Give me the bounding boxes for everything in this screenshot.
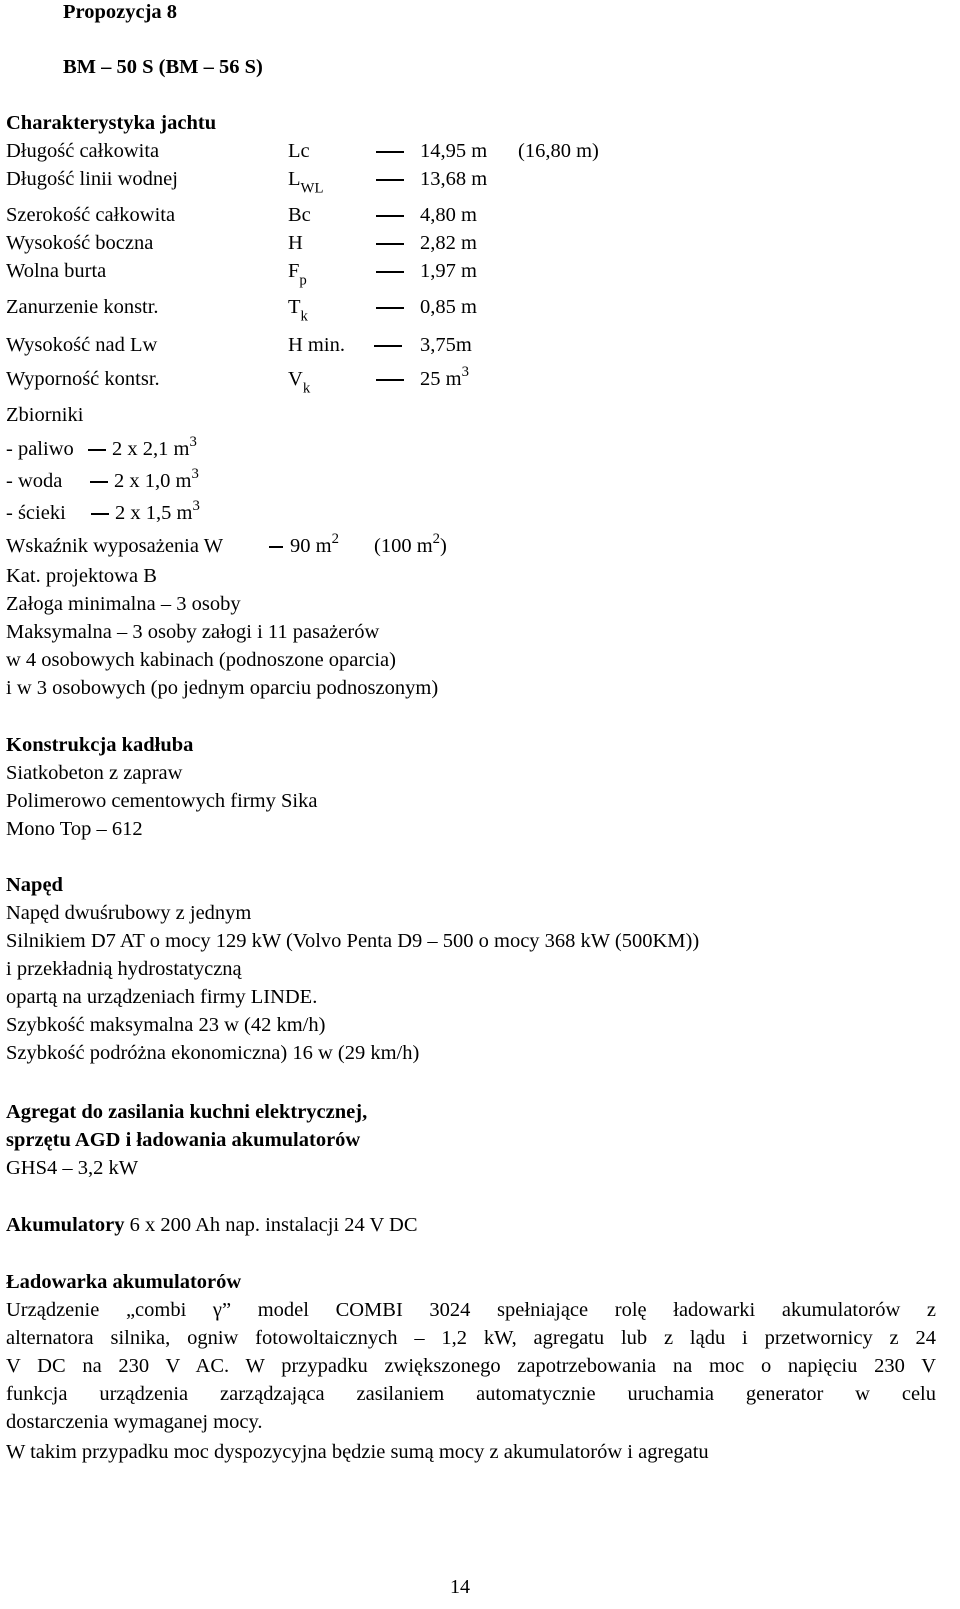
text-line: Kat. projektowa B	[6, 565, 157, 587]
dash	[376, 179, 404, 181]
generator-title-1: Agregat do zasilania kuchni elektrycznej,	[6, 1101, 368, 1123]
tank-row	[6, 467, 406, 495]
dash	[376, 151, 404, 153]
dash	[269, 546, 283, 548]
dash	[376, 379, 404, 381]
spec-row	[6, 364, 936, 397]
spec-value-main: 4,80 m	[420, 204, 477, 226]
spec-row	[6, 293, 936, 325]
spec-value	[420, 257, 477, 285]
tank-value: 2 x 1,5 $m^3$	[115, 498, 200, 524]
generator-value: GHS4 – 3,2 kW	[6, 1157, 139, 1179]
spec-symbol	[288, 229, 303, 257]
tanks-label: Zbiorniki	[6, 404, 84, 426]
spec-title: Charakterystyka jachtu	[6, 112, 217, 134]
dash	[376, 243, 404, 245]
dash	[376, 307, 404, 309]
spec-value-main: 25 m	[420, 368, 462, 390]
dash	[376, 271, 404, 273]
text-line: i w 3 osobowych (po jednym oparciu podnoszonym)	[6, 677, 439, 699]
paragraph-line: Urządzenie „combi γ” model COMBI 3024 spełniające rolę ładowarki akumulatorów z	[6, 1299, 936, 1321]
spec-symbol-main: H min.	[288, 334, 345, 356]
spec-value	[420, 165, 487, 193]
spec-symbol	[288, 137, 310, 165]
spec-symbol-sub: k	[300, 308, 308, 325]
spec-symbol	[288, 365, 311, 397]
paragraph-line: dostarczenia wymaganej mocy.	[6, 1411, 263, 1433]
spec-row	[6, 137, 936, 165]
text-line: Szybkość podróżna ekonomiczna) 16 w (29 km/h)	[6, 1042, 420, 1064]
spec-symbol-sub: WL	[300, 180, 324, 197]
spec-value	[420, 137, 487, 165]
spec-symbol-main: Bc	[288, 204, 311, 226]
tank-value: 2 x 1,0 $m^3$	[114, 466, 199, 492]
tank-name: - ścieki	[6, 502, 66, 524]
spec-value	[420, 229, 477, 257]
spec-symbol-sub: p	[299, 272, 307, 289]
spec-row	[6, 257, 936, 289]
equipment-row	[6, 532, 936, 560]
spec-symbol-main: L	[288, 168, 301, 190]
tank-name: - woda	[6, 470, 63, 492]
battery-line: Akumulatory 6 x 200 Ah nap. instalacji 24 V DC	[6, 1214, 418, 1236]
spec-value-main: 2,82 m	[420, 232, 477, 254]
tank-row	[6, 499, 406, 527]
text-line: opartą na urządzeniach firmy LINDE.	[6, 986, 318, 1008]
spec-symbol-sub: k	[302, 380, 311, 397]
spec-extra: (16,80 m)	[518, 140, 599, 162]
charger-title: Ładowarka akumulatorów	[6, 1271, 242, 1293]
hull-title: Konstrukcja kadłuba	[6, 734, 194, 756]
spec-symbol-main: H	[288, 232, 303, 254]
spec-value-main: 0,85 m	[420, 296, 477, 318]
spec-value	[420, 331, 472, 359]
tank-value-main: 2 x 1,5 m	[115, 502, 193, 524]
spec-symbol	[288, 293, 308, 325]
dash	[88, 449, 106, 451]
page-number: 14	[450, 1576, 470, 1598]
spec-symbol-main: Lc	[288, 140, 310, 162]
spec-row	[6, 165, 936, 197]
spec-value	[420, 293, 477, 321]
tank-value-main: 2 x 1,0 m	[114, 470, 192, 492]
text-line: Polimerowo cementowych firmy Sika	[6, 790, 318, 812]
spec-label: Zanurzenie konstr.	[6, 296, 159, 318]
proposal-heading: Propozycja 8	[63, 1, 178, 23]
spec-symbol-main: T	[288, 296, 301, 318]
dash	[374, 345, 402, 347]
tank-value: 2 x 2,1 $m^3$	[112, 434, 197, 460]
text-line: Napęd dwuśrubowy z jednym	[6, 902, 252, 924]
text-line: Szybkość maksymalna 23 w (42 km/h)	[6, 1014, 326, 1036]
equipment-value: 90 $m^2$	[290, 531, 339, 557]
spec-row	[6, 229, 936, 257]
charger-last-line: W takim przypadku moc dyspozycyjna będzie sumą mocy z akumulatorów i agregatu	[6, 1441, 709, 1463]
text-line: Załoga minimalna – 3 osoby	[6, 593, 241, 615]
spec-symbol-main: F	[288, 260, 300, 282]
tank-name: - paliwo	[6, 438, 74, 460]
spec-row	[6, 331, 936, 359]
spec-label: Szerokość całkowita	[6, 204, 176, 226]
spec-value-main: 13,68 m	[420, 168, 488, 190]
spec-label: Wyporność kontsr.	[6, 368, 160, 390]
text-line: Maksymalna – 3 osoby załogi i 11 pasażerów	[6, 621, 380, 643]
spec-symbol	[288, 331, 345, 359]
charger-paragraph	[6, 1296, 936, 1436]
spec-symbol	[288, 165, 324, 197]
generator-title-2: sprzętu AGD i ładowania akumulatorów	[6, 1129, 361, 1151]
spec-value-main: 1,97 m	[420, 260, 477, 282]
spec-label: Długość linii wodnej	[6, 168, 178, 190]
model-name: BM – 50 S (BM – 56 S)	[63, 56, 263, 78]
spec-label: Długość całkowita	[6, 140, 160, 162]
drive-title: Napęd	[6, 874, 63, 896]
dash	[90, 481, 108, 483]
spec-value	[420, 201, 477, 229]
spec-label: Wolna burta	[6, 260, 107, 282]
spec-label: Wysokość nad Lw	[6, 334, 158, 356]
spec-row	[6, 201, 936, 229]
tank-row	[6, 435, 406, 463]
spec-symbol	[288, 201, 311, 229]
spec-value-main: 14,95 m	[420, 140, 488, 162]
spec-value: 25 $m^3$	[420, 364, 469, 390]
equipment-extra: (100 $m^2$)	[374, 531, 447, 557]
equipment-label: Wskaźnik wyposażenia W	[6, 535, 224, 557]
paragraph-line: alternatora silnika, ogniw fotowoltaicznych – 1,2 kW, agregatu lub z lądu i przetwornicy z 24	[6, 1327, 936, 1349]
text-line: Mono Top – 612	[6, 818, 143, 840]
dash	[376, 215, 404, 217]
spec-symbol	[288, 257, 307, 289]
text-line: Siatkobeton z zapraw	[6, 762, 183, 784]
paragraph-line: funkcja urządzenia zarządzająca zasilaniem automatycznie uruchamia generator w celu	[6, 1383, 936, 1405]
spec-label: Wysokość boczna	[6, 232, 154, 254]
text-line: i przekładnią hydrostatyczną	[6, 958, 242, 980]
spec-symbol-main: V	[288, 368, 303, 390]
spec-value-main: 3,75m	[420, 334, 472, 356]
paragraph-line: V DC na 230 V AC. W przypadku zwiększonego zapotrzebowania na moc o napięciu 230 V	[6, 1355, 936, 1377]
text-line: w 4 osobowych kabinach (podnoszone oparcia)	[6, 649, 396, 671]
text-line: Silnikiem D7 AT o mocy 129 kW (Volvo Penta D9 – 500 o mocy 368 kW (500KM))	[6, 930, 700, 952]
dash	[91, 513, 109, 515]
tank-value-main: 2 x 2,1 m	[112, 438, 190, 460]
